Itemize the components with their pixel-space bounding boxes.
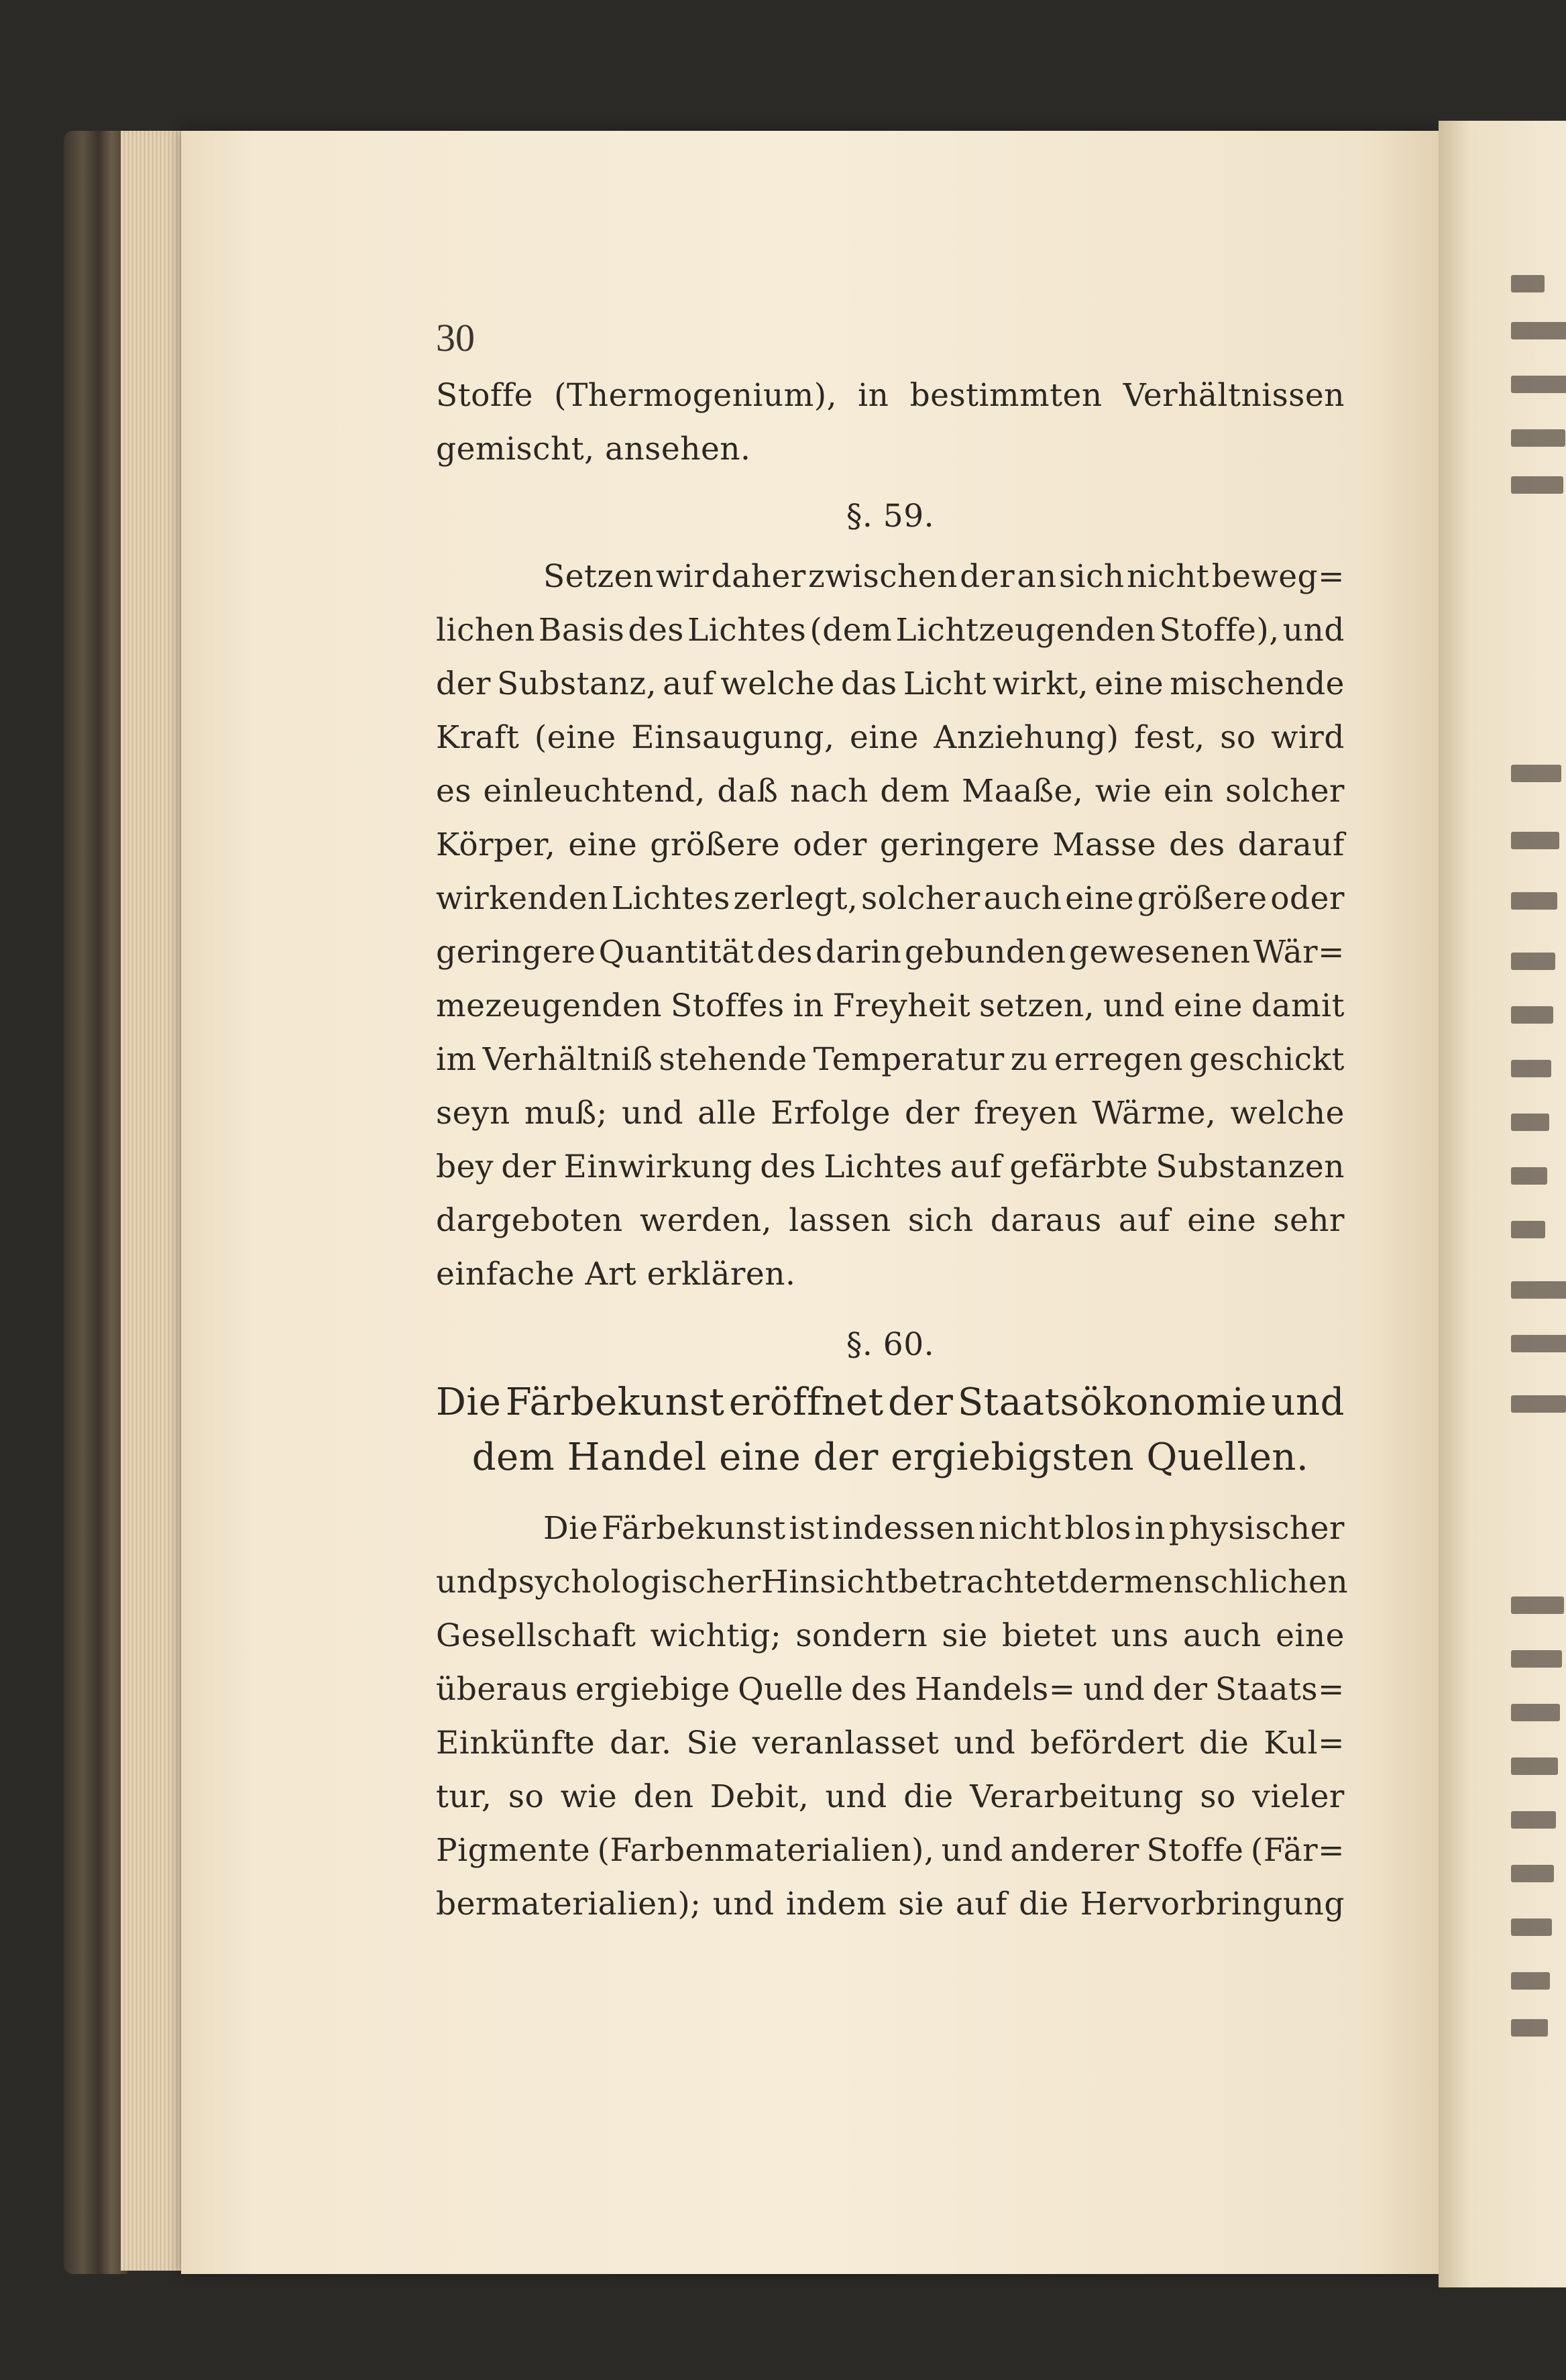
paragraph-line: es einleuchtend, daß nach dem Maaße, wie ein solcher — [436, 773, 1345, 810]
paragraph-line: Stoffe (Thermogenium), in bestimmten Verhältnissen — [436, 377, 1345, 414]
facing-page-text — [1511, 953, 1555, 970]
paragraph-line: wirkenden Lichtes zerlegt, solcher auch eine größere oder — [436, 880, 1345, 917]
facing-page-text — [1511, 1114, 1549, 1131]
paragraph-line: Gesellschaft wichtig; sondern sie bietet uns auch eine — [436, 1617, 1345, 1654]
paragraph-line: bey der Einwirkung des Lichtes auf gefärbte Substanzen — [436, 1148, 1345, 1185]
paragraph-line: mezeugenden Stoffes in Freyheit setzen, und eine damit — [436, 987, 1345, 1024]
facing-page-text — [1511, 1395, 1566, 1413]
facing-page-text — [1511, 1865, 1554, 1882]
paragraph-line: Kraft (eine Einsaugung, eine Anziehung) fest, so wird — [436, 719, 1345, 756]
facing-page-text — [1511, 429, 1565, 447]
facing-page-text — [1511, 1704, 1560, 1721]
facing-page-text — [1511, 1972, 1550, 1990]
paragraph-line: einfache Art erklären. — [436, 1256, 796, 1293]
facing-page-text — [1511, 1811, 1556, 1829]
facing-page-text — [1511, 1597, 1564, 1614]
paragraph-line: Körper, eine größere oder geringere Masse des darauf — [436, 826, 1345, 863]
facing-page-text — [1511, 1221, 1545, 1238]
paragraph-line: Einkünfte dar. Sie veranlasset und befördert die Kul= — [436, 1725, 1345, 1762]
facing-page-text — [1511, 1918, 1552, 1936]
paragraph-line: Setzen wir daher zwischen der an sich nicht beweg= — [543, 558, 1345, 595]
paragraph-line: dargeboten werden, lassen sich daraus auf eine sehr — [436, 1202, 1345, 1239]
facing-page-edge — [1439, 121, 1566, 2287]
book-spine — [64, 131, 127, 2274]
paragraph-line: lichen Basis des Lichtes (dem Lichtzeugenden Stoffe), und — [436, 612, 1345, 649]
paragraph-line: seyn muß; und alle Erfolge der freyen Wärme, welche — [436, 1095, 1345, 1132]
page-number: 30 — [436, 316, 475, 360]
facing-page-text — [1511, 2019, 1548, 2037]
paragraph-line: der Substanz, auf welche das Licht wirkt, eine mischende — [436, 665, 1345, 702]
paragraph-line: Die Färbekunst ist indessen nicht blos in physischer — [543, 1510, 1345, 1547]
section-heading: dem Handel eine der ergiebigsten Quellen. — [471, 1436, 1309, 1479]
facing-page-text — [1511, 1281, 1566, 1299]
facing-page-text — [1511, 322, 1566, 339]
paragraph-line: und psychologischer Hinsicht betrachtet der menschlichen — [436, 1564, 1349, 1601]
paragraph-line: tur, so wie den Debit, und die Verarbeitung so vieler — [436, 1778, 1345, 1815]
facing-page-text — [1511, 832, 1559, 849]
facing-page-text — [1511, 376, 1566, 393]
facing-page-text — [1511, 1650, 1562, 1668]
paragraph-line: überaus ergiebige Quelle des Handels= und der Staats= — [436, 1671, 1345, 1708]
section-number: §. 59. — [846, 498, 935, 535]
facing-page-text — [1511, 1335, 1566, 1352]
facing-page-text — [1511, 275, 1545, 292]
paragraph-line: Pigmente (Farbenmaterialien), und anderer Stoffe (Fär= — [436, 1832, 1345, 1869]
facing-page-text — [1511, 765, 1561, 782]
section-heading: Die Färbekunst eröffnet der Staatsökonomie und — [436, 1381, 1345, 1424]
facing-page-text — [1511, 1167, 1547, 1185]
facing-page-text — [1511, 1006, 1553, 1024]
paragraph-line: gemischt, ansehen. — [436, 431, 751, 468]
paragraph-line: im Verhältniß stehende Temperatur zu erregen geschickt — [436, 1041, 1345, 1078]
paragraph-line: bermaterialien); und indem sie auf die Hervorbringung — [436, 1886, 1345, 1923]
section-number: §. 60. — [846, 1326, 935, 1363]
facing-page-text — [1511, 1060, 1551, 1077]
facing-page-text — [1511, 892, 1557, 910]
facing-page-text — [1511, 1757, 1558, 1775]
facing-page-text — [1511, 476, 1563, 494]
paragraph-line: geringere Quantität des darin gebunden gewesenen Wär= — [436, 934, 1345, 971]
